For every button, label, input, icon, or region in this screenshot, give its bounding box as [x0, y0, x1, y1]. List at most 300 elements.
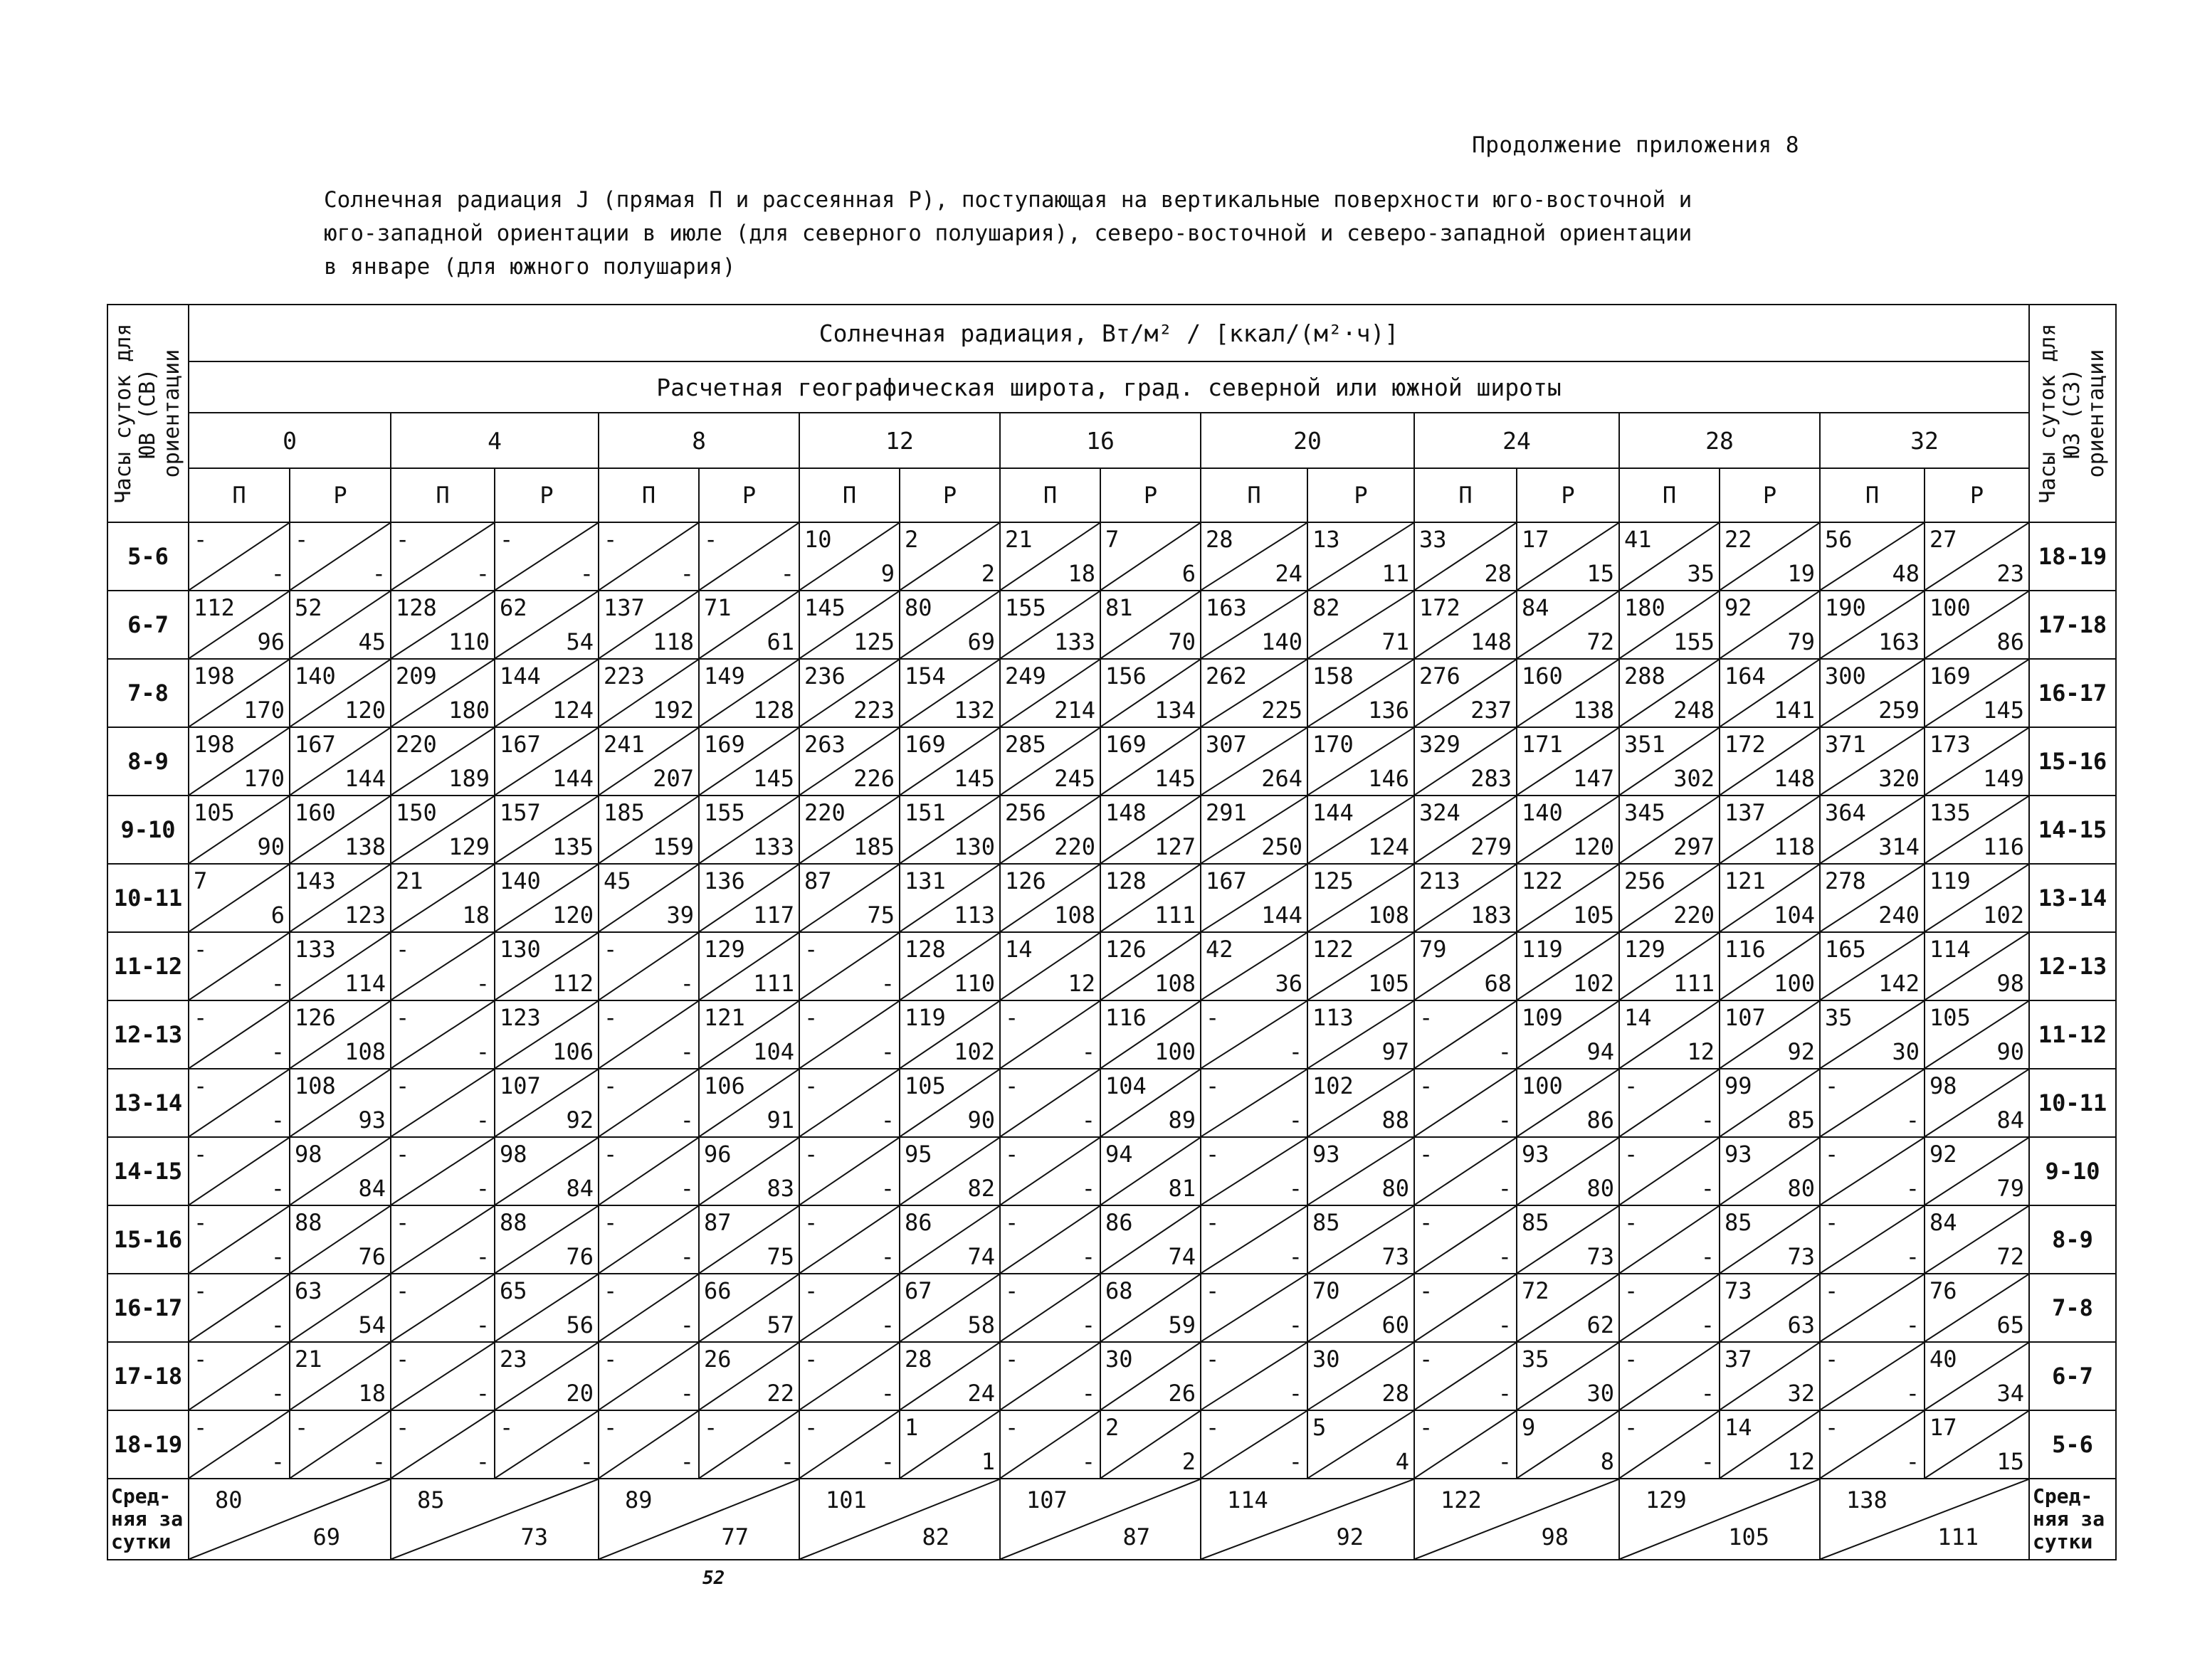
diffuse-cell [1307, 1205, 1414, 1274]
value-kcal: 30 [1892, 1038, 1920, 1065]
diffuse-cell [1720, 1342, 1820, 1410]
direct-cell [1201, 1205, 1307, 1274]
value-kcal: 73 [1586, 1243, 1614, 1270]
value-kcal: - [1288, 1106, 1302, 1134]
hour-left: 14-15 [107, 1137, 189, 1205]
value-w-m2: 143 [295, 867, 336, 894]
value-w-m2: 371 [1825, 731, 1866, 758]
direct-cell [189, 1274, 290, 1342]
average-w-m2: 114 [1227, 1486, 1268, 1513]
diffuse-cell [1100, 591, 1201, 659]
value-kcal: 57 [767, 1311, 794, 1338]
value-kcal: 62 [1586, 1311, 1614, 1338]
daily-average-cell [1619, 1479, 1820, 1560]
value-kcal: 68 [1484, 970, 1512, 997]
direct-cell [1201, 522, 1307, 591]
direct-cell [189, 932, 290, 1000]
value-w-m2: 163 [1206, 594, 1247, 621]
value-w-m2: - [1206, 1414, 1220, 1441]
direct-cell [1820, 591, 1925, 659]
value-w-m2: - [396, 1004, 410, 1031]
value-w-m2: - [804, 1004, 818, 1031]
value-kcal: 149 [1983, 765, 2024, 792]
direct-cell [1000, 1274, 1100, 1342]
diffuse-cell [1517, 1274, 1619, 1342]
value-kcal: 86 [1996, 628, 2024, 655]
value-kcal: 63 [1787, 1311, 1815, 1338]
diffuse-cell [1307, 1342, 1414, 1410]
value-w-m2: - [500, 1414, 514, 1441]
value-w-m2: - [1624, 1209, 1638, 1236]
value-w-m2: 291 [1206, 799, 1247, 826]
value-kcal: - [880, 1380, 895, 1407]
value-w-m2: 114 [1929, 936, 1971, 963]
direct-cell [189, 864, 290, 932]
value-kcal: 133 [753, 833, 794, 860]
value-w-m2: 87 [704, 1209, 732, 1236]
value-w-m2: - [1005, 1072, 1019, 1099]
value-kcal: - [880, 1106, 895, 1134]
value-kcal: - [270, 1038, 285, 1065]
value-w-m2: 106 [704, 1072, 745, 1099]
diffuse-cell [1925, 932, 2029, 1000]
value-kcal: 259 [1878, 697, 1920, 724]
value-w-m2: 136 [704, 867, 745, 894]
value-kcal: 279 [1470, 833, 1512, 860]
value-w-m2: 220 [804, 799, 846, 826]
value-kcal: 148 [1470, 628, 1512, 655]
value-kcal: 73 [1381, 1243, 1409, 1270]
value-kcal: 94 [1586, 1038, 1614, 1065]
value-kcal: 145 [753, 765, 794, 792]
value-kcal: 183 [1470, 902, 1512, 929]
page-header: Продолжение приложения 8 [1472, 132, 1799, 158]
direct-cell [799, 1069, 900, 1137]
value-kcal: - [1497, 1380, 1512, 1407]
direct-cell [1619, 1342, 1720, 1410]
direct-cell [799, 522, 900, 591]
value-kcal: 26 [1168, 1380, 1196, 1407]
diffuse-cell [699, 1274, 799, 1342]
diffuse-cell [1100, 1000, 1201, 1069]
direct-label: П [1619, 468, 1720, 522]
latitude-8: 8 [599, 413, 799, 468]
value-w-m2: 71 [704, 594, 732, 621]
direct-cell [1000, 932, 1100, 1000]
value-kcal: 84 [1996, 1106, 2024, 1134]
value-kcal: 120 [344, 697, 386, 724]
table-caption [324, 184, 1818, 284]
value-w-m2: 27 [1929, 526, 1957, 553]
value-kcal: 110 [954, 970, 995, 997]
value-w-m2: 88 [295, 1209, 322, 1236]
diffuse-cell [1925, 1274, 2029, 1342]
value-w-m2: - [1206, 1346, 1220, 1373]
value-w-m2: 65 [500, 1277, 527, 1304]
diffuse-cell [900, 522, 1000, 591]
value-kcal: 92 [1787, 1038, 1815, 1065]
value-kcal: - [1905, 1448, 1920, 1475]
diffuse-cell [290, 591, 391, 659]
value-w-m2: 92 [1725, 594, 1752, 621]
value-w-m2: 108 [295, 1072, 336, 1099]
hour-right: 9-10 [2029, 1137, 2116, 1205]
value-kcal: - [475, 1380, 490, 1407]
diffuse-cell [1925, 1000, 2029, 1069]
direct-cell [189, 522, 290, 591]
value-kcal: 18 [462, 902, 490, 929]
diffuse-label: Р [1925, 468, 2029, 522]
value-kcal: 65 [1996, 1311, 2024, 1338]
diffuse-cell [1517, 1000, 1619, 1069]
diffuse-cell [1925, 659, 2029, 727]
hour-left: 12-13 [107, 1000, 189, 1069]
value-w-m2: - [1419, 1004, 1433, 1031]
value-w-m2: - [396, 1209, 410, 1236]
value-w-m2: 37 [1725, 1346, 1752, 1373]
right-hours-header-text: Часы суток для ЮЗ (СЗ) ориентации [2036, 323, 2109, 504]
value-kcal: 163 [1878, 628, 1920, 655]
value-w-m2: - [396, 1414, 410, 1441]
diffuse-cell [699, 1342, 799, 1410]
value-w-m2: 324 [1419, 799, 1460, 826]
direct-cell [1201, 1410, 1307, 1479]
average-w-m2: 107 [1026, 1486, 1068, 1513]
direct-cell [1820, 1205, 1925, 1274]
value-w-m2: 98 [295, 1141, 322, 1168]
diffuse-cell [1925, 1069, 2029, 1137]
value-w-m2: 149 [704, 662, 745, 690]
diffuse-cell [900, 591, 1000, 659]
value-kcal: - [270, 1243, 285, 1270]
value-kcal: 145 [1983, 697, 2024, 724]
value-w-m2: - [194, 1072, 208, 1099]
value-kcal: 123 [344, 902, 386, 929]
left-hours-header [107, 305, 189, 522]
value-w-m2: 30 [1312, 1346, 1340, 1373]
value-kcal: 100 [1774, 970, 1815, 997]
value-w-m2: 256 [1005, 799, 1046, 826]
value-w-m2: - [1624, 1141, 1638, 1168]
value-w-m2: - [604, 1346, 618, 1373]
value-kcal: 283 [1470, 765, 1512, 792]
hour-right: 7-8 [2029, 1274, 2116, 1342]
value-kcal: 82 [967, 1175, 995, 1202]
value-w-m2: - [704, 526, 718, 553]
value-w-m2: - [1419, 1141, 1433, 1168]
value-w-m2: 94 [1105, 1141, 1133, 1168]
direct-cell [1619, 1410, 1720, 1479]
direct-cell [599, 796, 699, 864]
latitude-24: 24 [1414, 413, 1619, 468]
value-kcal: 147 [1573, 765, 1614, 792]
diffuse-cell [495, 1274, 599, 1342]
value-kcal: 90 [257, 833, 285, 860]
value-w-m2: 135 [1929, 799, 1971, 826]
value-kcal: 20 [566, 1380, 594, 1407]
diffuse-cell [290, 522, 391, 591]
value-w-m2: 351 [1624, 731, 1665, 758]
daily-average-cell [1000, 1479, 1201, 1560]
value-kcal: - [1081, 1038, 1095, 1065]
diffuse-cell [699, 591, 799, 659]
diffuse-cell [495, 932, 599, 1000]
diffuse-label: Р [1100, 468, 1201, 522]
value-kcal: - [680, 1243, 694, 1270]
caption-line: Солнечная радиация J (прямая П и рассеянная Р), поступающая на вертикальные поверхности юго-восточной и [324, 187, 1692, 213]
value-w-m2: 100 [1929, 594, 1971, 621]
latitude-4: 4 [391, 413, 599, 468]
direct-cell [1201, 727, 1307, 796]
value-kcal: 75 [867, 902, 895, 929]
direct-cell [1414, 522, 1517, 591]
table-row [107, 796, 2116, 864]
value-kcal: - [475, 1311, 490, 1338]
value-kcal: 320 [1878, 765, 1920, 792]
value-w-m2: - [804, 1141, 818, 1168]
diffuse-cell [1720, 1069, 1820, 1137]
value-kcal: - [680, 970, 694, 997]
value-kcal: 71 [1381, 628, 1409, 655]
header-row-types [107, 468, 2116, 522]
value-kcal: 264 [1261, 765, 1302, 792]
value-w-m2: 1 [905, 1414, 919, 1441]
value-w-m2: - [1419, 1072, 1433, 1099]
value-w-m2: 86 [1105, 1209, 1133, 1236]
value-kcal: - [680, 1448, 694, 1475]
diffuse-cell [1925, 864, 2029, 932]
value-kcal: 19 [1787, 560, 1815, 587]
value-kcal: - [1905, 1380, 1920, 1407]
value-w-m2: - [194, 1277, 208, 1304]
value-kcal: - [1700, 1311, 1715, 1338]
value-kcal: - [1700, 1106, 1715, 1134]
value-kcal: 148 [1774, 765, 1815, 792]
value-kcal: - [680, 1175, 694, 1202]
direct-cell [1201, 1137, 1307, 1205]
value-w-m2: 67 [905, 1277, 932, 1304]
value-w-m2: 140 [500, 867, 541, 894]
diffuse-cell [1307, 796, 1414, 864]
diffuse-cell [1100, 864, 1201, 932]
value-w-m2: 7 [194, 867, 208, 894]
value-w-m2: 158 [1312, 662, 1354, 690]
value-kcal: 12 [1068, 970, 1095, 997]
value-w-m2: 198 [194, 662, 235, 690]
value-kcal: 2 [1181, 1448, 1196, 1475]
value-kcal: - [1700, 1243, 1715, 1270]
value-w-m2: 131 [905, 867, 946, 894]
value-w-m2: 2 [1105, 1414, 1120, 1441]
value-kcal: 86 [1586, 1106, 1614, 1134]
value-w-m2: 35 [1522, 1346, 1549, 1373]
direct-cell [1820, 522, 1925, 591]
value-kcal: 314 [1878, 833, 1920, 860]
average-kcal: 105 [1728, 1523, 1769, 1550]
value-w-m2: 22 [1725, 526, 1752, 553]
diffuse-cell [699, 1137, 799, 1205]
value-kcal: - [880, 1448, 895, 1475]
diffuse-cell [699, 796, 799, 864]
value-w-m2: 285 [1005, 731, 1046, 758]
value-kcal: 302 [1673, 765, 1715, 792]
value-w-m2: 165 [1825, 936, 1866, 963]
average-kcal: 82 [922, 1523, 949, 1550]
value-w-m2: - [804, 936, 818, 963]
direct-cell [189, 1410, 290, 1479]
value-w-m2: 66 [704, 1277, 732, 1304]
value-w-m2: 92 [1929, 1141, 1957, 1168]
value-w-m2: - [194, 1004, 208, 1031]
value-w-m2: 144 [500, 662, 541, 690]
direct-cell [1000, 1205, 1100, 1274]
value-w-m2: - [1825, 1141, 1839, 1168]
value-w-m2: - [604, 1414, 618, 1441]
value-w-m2: - [1005, 1277, 1019, 1304]
direct-cell [391, 591, 495, 659]
direct-cell [1820, 1137, 1925, 1205]
average-w-m2: 85 [417, 1486, 445, 1513]
hour-right: 13-14 [2029, 864, 2116, 932]
direct-cell [1201, 591, 1307, 659]
daily-average-cell [1820, 1479, 2029, 1560]
direct-label: П [1000, 468, 1100, 522]
diffuse-cell [900, 1274, 1000, 1342]
value-w-m2: - [396, 1072, 410, 1099]
direct-cell [799, 932, 900, 1000]
direct-cell [391, 1137, 495, 1205]
value-w-m2: 14 [1624, 1004, 1652, 1031]
direct-cell [1820, 1000, 1925, 1069]
value-kcal: - [1497, 1106, 1512, 1134]
value-kcal: - [880, 1243, 895, 1270]
direct-cell [391, 1000, 495, 1069]
value-w-m2: 151 [905, 799, 946, 826]
direct-cell [391, 1410, 495, 1479]
value-kcal: - [680, 560, 694, 587]
value-w-m2: 185 [604, 799, 645, 826]
value-w-m2: 5 [1312, 1414, 1327, 1441]
value-w-m2: 98 [500, 1141, 527, 1168]
hour-right: 5-6 [2029, 1410, 2116, 1479]
diffuse-cell [495, 522, 599, 591]
value-kcal: - [1905, 1175, 1920, 1202]
diffuse-cell [290, 659, 391, 727]
value-w-m2: - [1825, 1209, 1839, 1236]
value-kcal: 59 [1168, 1311, 1196, 1338]
value-kcal: - [1497, 1311, 1512, 1338]
value-kcal: 34 [1996, 1380, 2024, 1407]
diffuse-cell [290, 1274, 391, 1342]
value-w-m2: 93 [1312, 1141, 1340, 1168]
value-kcal: - [1081, 1175, 1095, 1202]
diffuse-cell [290, 1205, 391, 1274]
value-kcal: 89 [1168, 1106, 1196, 1134]
direct-cell [799, 659, 900, 727]
diffuse-cell [1517, 796, 1619, 864]
direct-cell [1820, 796, 1925, 864]
value-w-m2: 10 [804, 526, 832, 553]
value-kcal: 111 [753, 970, 794, 997]
direct-cell [1414, 1137, 1517, 1205]
value-w-m2: 164 [1725, 662, 1766, 690]
diffuse-cell [1517, 1069, 1619, 1137]
value-kcal: 24 [967, 1380, 995, 1407]
value-kcal: - [475, 1243, 490, 1270]
value-w-m2: 21 [295, 1346, 322, 1373]
diffuse-cell [1517, 1205, 1619, 1274]
direct-cell [1201, 1000, 1307, 1069]
direct-cell [1820, 727, 1925, 796]
value-kcal: - [475, 560, 490, 587]
direct-cell [1619, 796, 1720, 864]
direct-cell [189, 727, 290, 796]
value-kcal: 146 [1368, 765, 1409, 792]
diffuse-label: Р [495, 468, 599, 522]
caption-line: в январе (для южного полушария) [324, 254, 736, 280]
daily-average-cell [1414, 1479, 1619, 1560]
value-kcal: 105 [1368, 970, 1409, 997]
value-kcal: 140 [1261, 628, 1302, 655]
table-row [107, 1274, 2116, 1342]
value-w-m2: - [1206, 1072, 1220, 1099]
value-w-m2: 85 [1522, 1209, 1549, 1236]
diffuse-cell [290, 796, 391, 864]
value-kcal: 18 [1068, 560, 1095, 587]
direct-cell [1820, 1069, 1925, 1137]
direct-cell [1820, 1342, 1925, 1410]
value-kcal: 91 [767, 1106, 794, 1134]
value-w-m2: - [804, 1209, 818, 1236]
value-w-m2: 105 [194, 799, 235, 826]
direct-cell [1414, 1410, 1517, 1479]
value-kcal: - [1497, 1175, 1512, 1202]
diffuse-cell [1925, 1342, 2029, 1410]
diffuse-cell [699, 727, 799, 796]
hour-right: 17-18 [2029, 591, 2116, 659]
table-row [107, 1137, 2116, 1205]
value-w-m2: 63 [295, 1277, 322, 1304]
diffuse-cell [1925, 727, 2029, 796]
average-kcal: 69 [312, 1523, 340, 1550]
diffuse-cell [495, 1205, 599, 1274]
radiation-title: Солнечная радиация, Вт/м² / [ккал/(м²·ч)] [189, 305, 2029, 361]
value-kcal: - [475, 1106, 490, 1134]
direct-cell [391, 1205, 495, 1274]
direct-cell [189, 1069, 290, 1137]
value-w-m2: 125 [1312, 867, 1354, 894]
direct-cell [1619, 591, 1720, 659]
diffuse-cell [699, 1069, 799, 1137]
average-kcal: 77 [721, 1523, 749, 1550]
value-w-m2: - [1206, 1004, 1220, 1031]
value-kcal: 214 [1054, 697, 1095, 724]
value-kcal: 108 [1054, 902, 1095, 929]
direct-cell [1414, 1342, 1517, 1410]
direct-cell [1000, 796, 1100, 864]
diffuse-cell [1517, 727, 1619, 796]
value-w-m2: 2 [905, 526, 919, 553]
value-kcal: 141 [1774, 697, 1815, 724]
value-kcal: - [880, 970, 895, 997]
direct-cell [599, 1000, 699, 1069]
value-w-m2: 213 [1419, 867, 1460, 894]
value-kcal: 297 [1673, 833, 1715, 860]
value-kcal: 138 [344, 833, 386, 860]
value-kcal: - [270, 1448, 285, 1475]
value-w-m2: - [704, 1414, 718, 1441]
value-w-m2: - [604, 1072, 618, 1099]
